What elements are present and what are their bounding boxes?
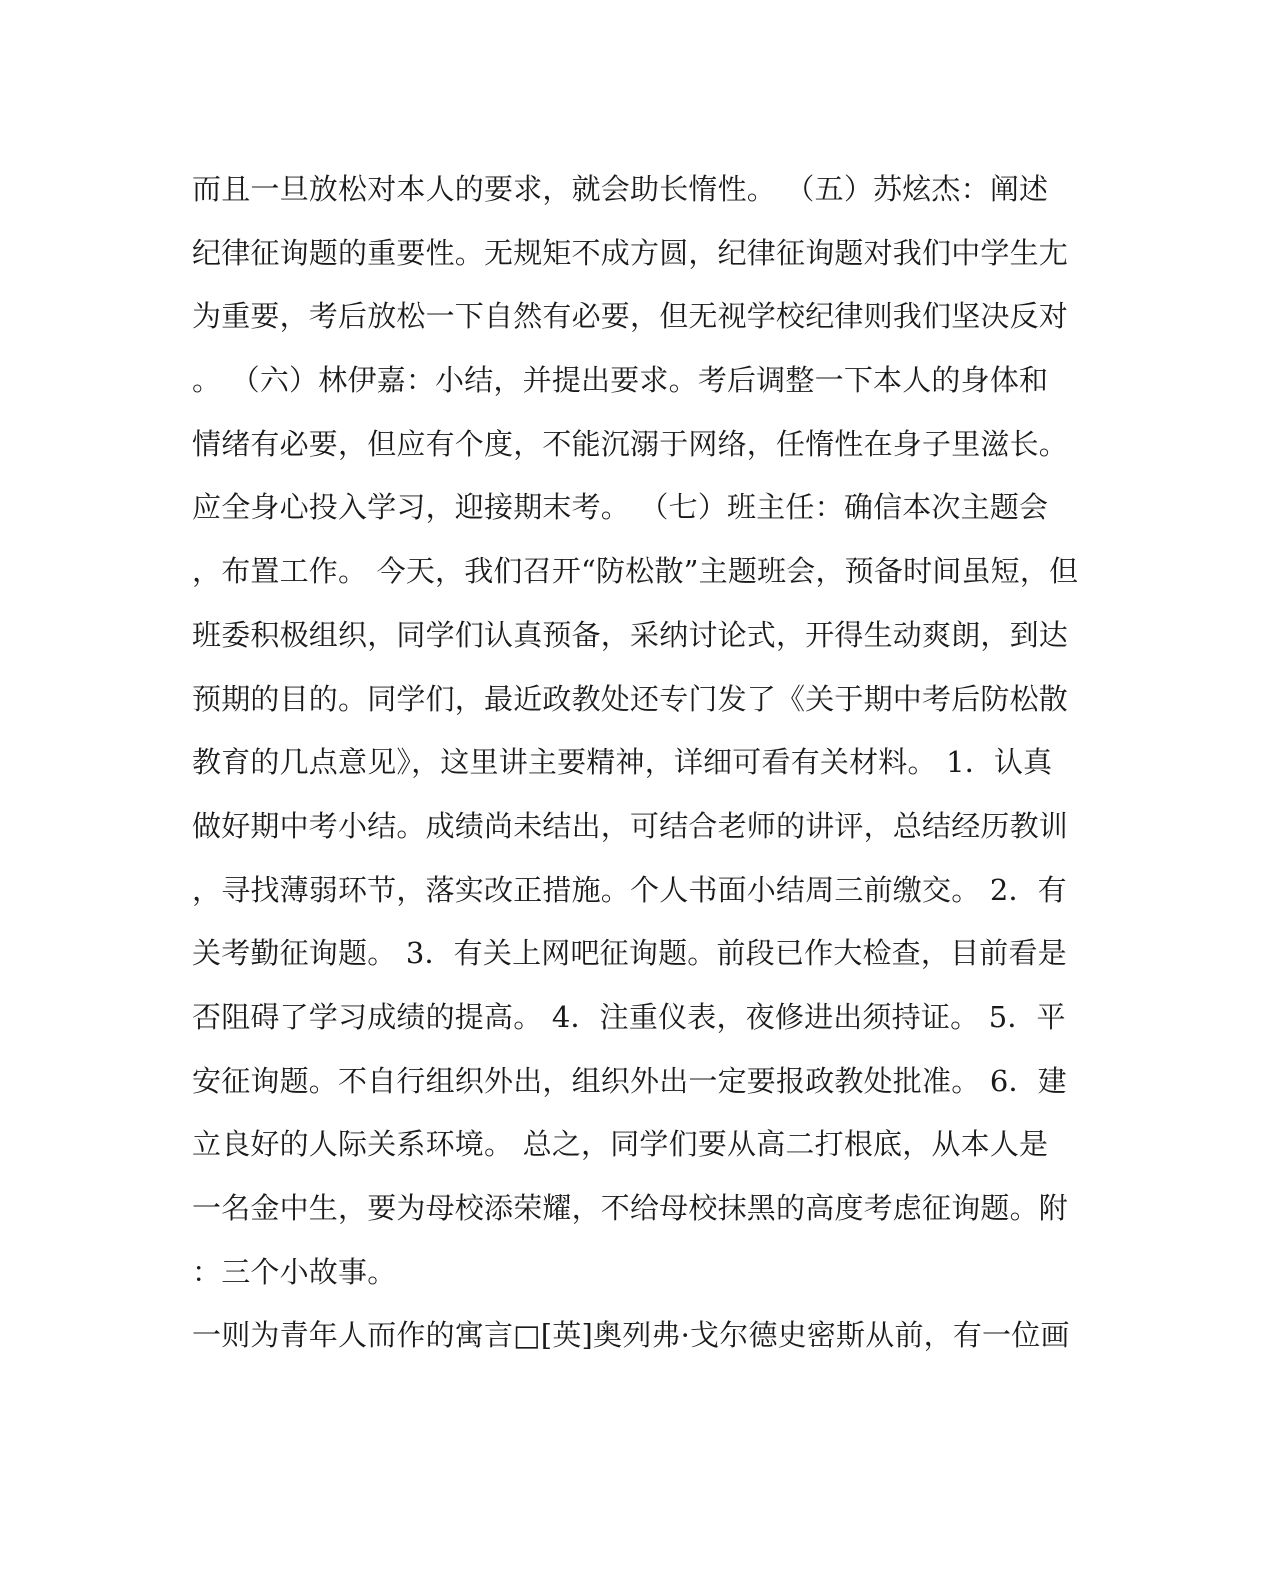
text-line: 立良好的人际关系环境。 总之，同学们要从高二打根底，从本人是 — [192, 1127, 1049, 1162]
text-line: 为重要，考后放松一下自然有必要，但无视学校纪律则我们坚决反对 — [192, 299, 1069, 334]
text-line: 否阻碍了学习成绩的提高。 4．注重仪表，夜修进出须持证。 5．平 — [192, 999, 1066, 1034]
text-line: ，布置工作。 今天，我们召开“防松散”主题班会，预备时间虽短，但 — [192, 554, 1079, 589]
document-body — [192, 158, 1092, 1368]
text-line: 做好期中考小结。成绩尚未结出，可结合老师的讲评，总结经历教训 — [192, 808, 1069, 843]
text-line: 情绪有必要，但应有个度，不能沉溺于网络，任惰性在身子里滋长。 — [192, 426, 1069, 461]
text-line: 一名金中生，要为母校添荣耀，不给母校抹黑的高度考虑征询题。附 — [192, 1191, 1069, 1225]
text-line: 班委积极组织，同学们认真预备，采纳讨论式，开得生动爽朗，到达 — [192, 617, 1069, 652]
text-line: 。 （六）林伊嘉：小结，并提出要求。考后调整一下本人的身体和 — [192, 363, 1049, 398]
text-line: 一则为青年人而作的寓言□[英]奥列弗·戈尔德史密斯从前，有一位画 — [192, 1318, 1070, 1353]
text-line: 教育的几点意见》，这里讲主要精神，详细可看有关材料。 1．认真 — [192, 745, 1053, 780]
text-line: 应全身心投入学习，迎接期末考。 （七）班主任：确信本次主题会 — [192, 490, 1049, 525]
text-line: 关考勤征询题。 3．有关上网吧征询题。前段已作大检查，目前看是 — [192, 936, 1067, 971]
text-line: 预期的目的。同学们，最近政教处还专门发了《关于期中考后防松散 — [192, 681, 1069, 716]
paragraph — [192, 158, 1092, 1304]
text-line: 安征询题。不自行组织外出，组织外出一定要报政教处批准。 6．建 — [192, 1063, 1067, 1098]
text-line: ，寻找薄弱环节，落实改正措施。个人书面小结周三前缴交。 2．有 — [192, 872, 1067, 907]
text-line: 而且一旦放松对本人的要求，就会助长惰性。 （五）苏炫杰：阐述 — [192, 172, 1049, 206]
paragraph — [192, 1304, 1092, 1368]
text-line: 纪律征询题的重要性。无规矩不成方圆，纪律征询题对我们中学生尢 — [192, 235, 1069, 270]
text-line: ：三个小故事。 — [192, 1254, 397, 1289]
